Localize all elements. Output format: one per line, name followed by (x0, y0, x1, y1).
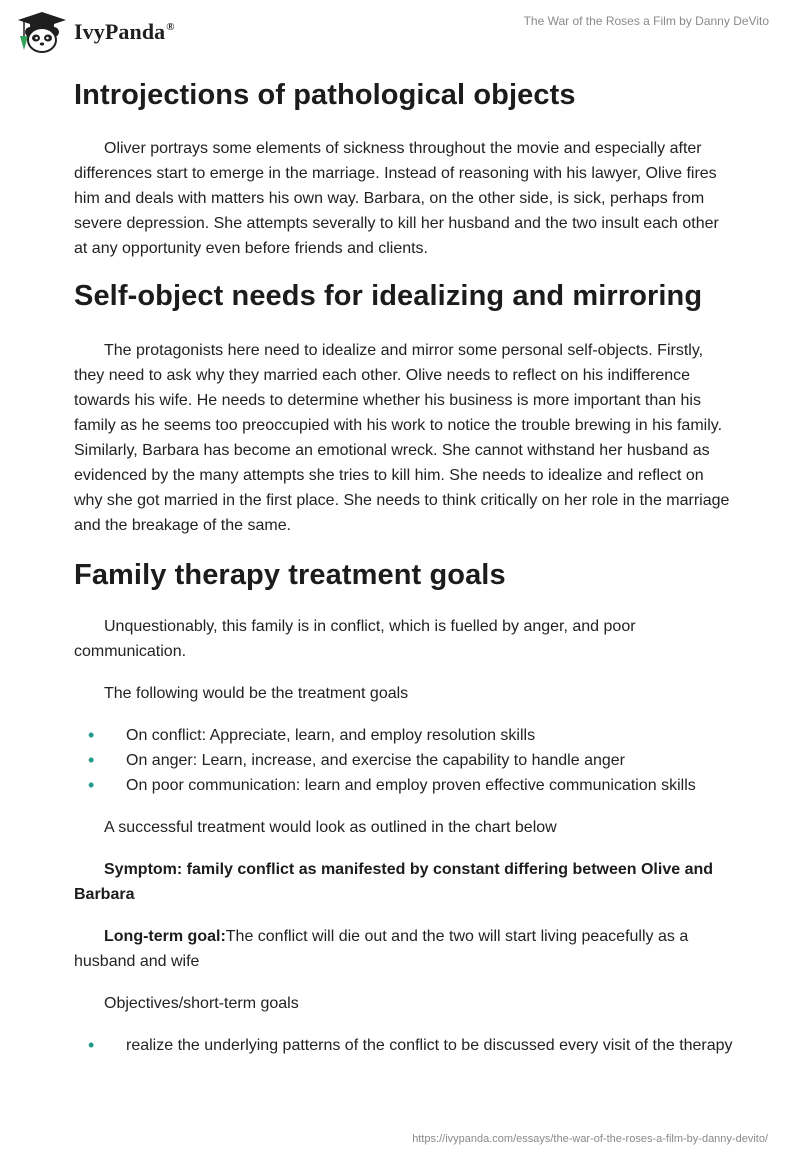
brand-name: IvyPanda® (74, 19, 175, 44)
list-item-text: On conflict: Appreciate, learn, and employ resolution skills (126, 727, 536, 744)
section-heading: Introjections of pathological objects (74, 79, 576, 111)
bullet-icon: • (88, 1035, 95, 1055)
symptom-statement (74, 857, 734, 907)
long-term-goal (74, 924, 734, 974)
panda-graduate-icon (16, 10, 68, 54)
list-item (74, 1033, 734, 1058)
registered-mark: ® (166, 21, 175, 33)
essay-content (74, 72, 734, 1058)
list-item (74, 723, 734, 748)
source-url[interactable]: https://ivypanda.com/essays/the-war-of-the-roses-a-film-by-danny-devito/ (412, 1133, 768, 1145)
section-heading: Family therapy treatment goals (74, 559, 506, 591)
paragraph: Oliver portrays some elements of sickness throughout the movie and especially after differences start to emerge in the marriage. Instead of reasoning with his lawyer, Olive fires him and deals with matters his own way. Barbara, on the other side, is sick, perhaps from severe depression. She attempts severally to kill her husband and the two insult each other at any opportunity even before friends and clients. (74, 140, 719, 257)
brand-logo[interactable] (16, 8, 175, 56)
symptom-text: Symptom: family conflict as manifested by constant differing between Olive and Barbara (74, 861, 714, 903)
objectives-list (74, 1033, 734, 1058)
long-term-goal-label: Long-term goal: (104, 928, 226, 945)
list-item (74, 748, 734, 773)
long-term-goal-text: The conflict will die out and the two will start living peacefully as a husband and wife (74, 928, 689, 970)
treatment-goals-list (74, 723, 734, 798)
list-item-text: On poor communication: learn and employ proven effective communication skills (126, 777, 696, 794)
paragraph: Unquestionably, this family is in conflict, which is fuelled by anger, and poor communication. (74, 618, 636, 660)
document-title: The War of the Roses a Film by Danny DeVito (523, 14, 769, 28)
bullet-icon: • (88, 775, 95, 795)
paragraph: The following would be the treatment goals (104, 685, 409, 702)
paragraph: A successful treatment would look as outlined in the chart below (104, 819, 557, 836)
list-item-text: On anger: Learn, increase, and exercise the capability to handle anger (126, 752, 625, 769)
list-item-text: realize the underlying patterns of the conflict to be discussed every visit of the therapy (126, 1037, 733, 1054)
bullet-icon: • (88, 725, 95, 745)
paragraph: The protagonists here need to idealize and mirror some personal self-objects. Firstly, they need to ask why they married each other. Olive needs to reflect on his indifference towards his wife. He needs to determine whether his business is more important than his family as he seems too preoccupied with his work to notice the trouble brewing in his family. Similarly, Barbara has become an emotional wreck. She cannot withstand her husband as evidenced by the many attempts she tries to kill him. She needs to idealize and reflect on why she got married in the first place. She needs to think critically on her role in the marriage and the breakage of the same. (74, 342, 730, 534)
section-heading: Self-object needs for idealizing and mirroring (74, 280, 703, 312)
page-header (0, 0, 800, 70)
paragraph: Objectives/short-term goals (104, 995, 299, 1012)
bullet-icon: • (88, 750, 95, 770)
list-item (74, 773, 734, 798)
